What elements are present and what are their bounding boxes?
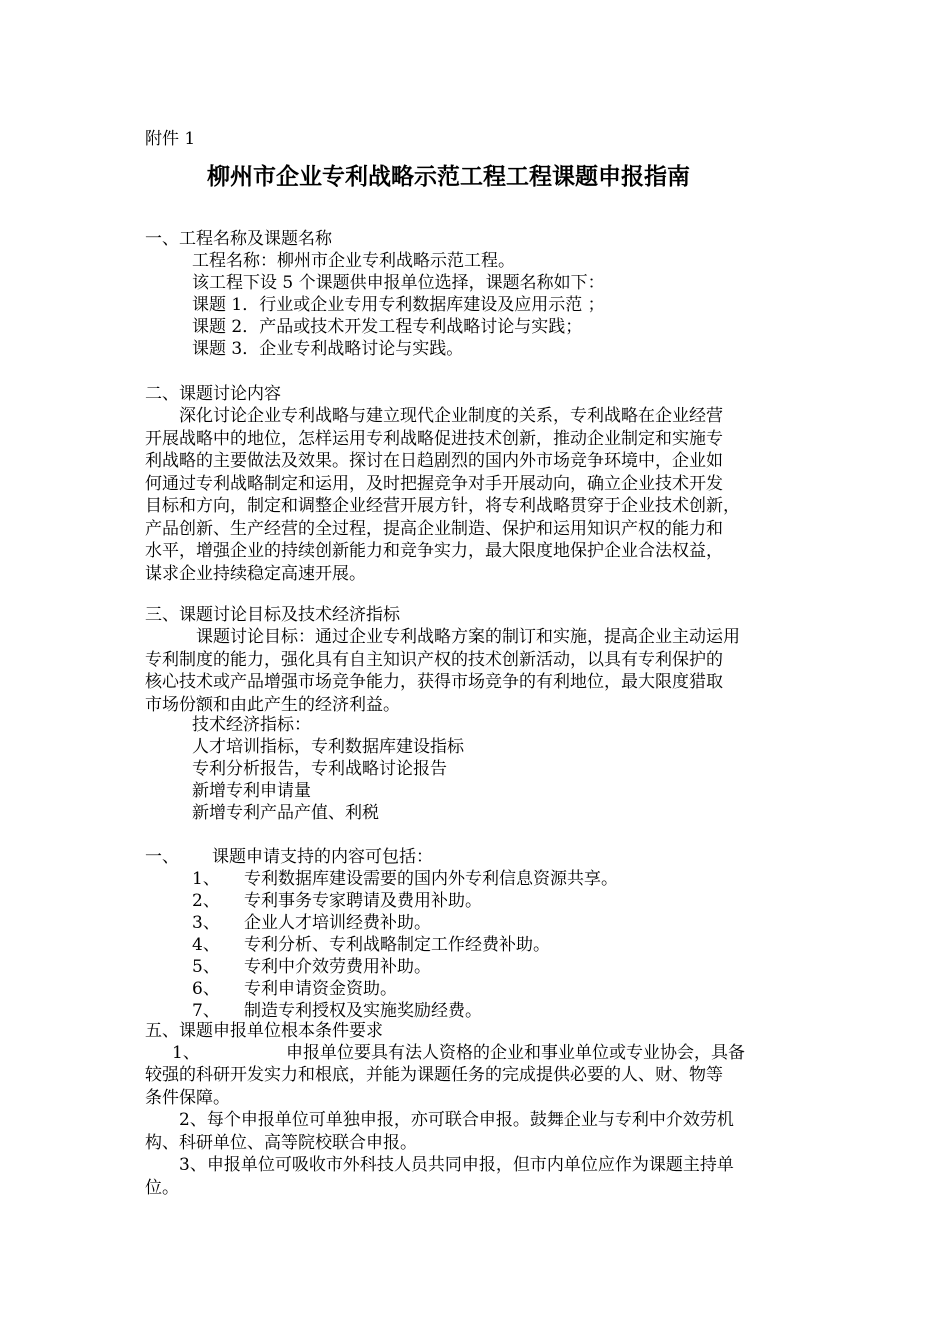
section2-heading: 二、课题讨论内容 — [145, 384, 281, 404]
paragraph-line: 谋求企业持续稳定高速开展。 — [145, 563, 366, 584]
section1-line: 课题 2．产品或技术开发工程专利战略讨论与实践； — [192, 317, 583, 337]
section5-heading: 五、课题申报单位根本条件要求 — [145, 1021, 383, 1041]
paragraph-line: 目标和方向，制定和调整企业经营开展方针，将专利战略贯穿于企业技术创新， — [145, 496, 740, 516]
section5-item1-number: 1、 — [172, 1043, 200, 1063]
paragraph-line: 专利制度的能力，强化具有自主知识产权的技术创新活动，以具有专利保护的 — [145, 649, 723, 670]
section5-item3 — [145, 1154, 825, 1199]
section1-line: 课题 3．企业专利战略讨论与实践。 — [192, 339, 464, 359]
list-number: 3、 — [192, 913, 220, 933]
list-number: 2、 — [192, 891, 220, 911]
paragraph-line: 产品创新、生产经营的全过程，提高企业制造、保护和运用知识产权的能力和 — [145, 518, 723, 539]
list-text: 专利事务专家聘请及费用补助。 — [244, 891, 482, 911]
list-number: 5、 — [192, 957, 220, 977]
paragraph-line: 利战略的主要做法及效果。探讨在日趋剧烈的国内外市场竞争环境中，企业如 — [145, 451, 723, 471]
indicator-line: 新增专利申请量 — [192, 781, 311, 801]
paragraph-line: 市场份额和由此产生的经济利益。 — [145, 694, 400, 715]
list-text: 专利申请资金资助。 — [244, 979, 397, 999]
list-number: 1、 — [192, 869, 220, 889]
section1-line: 工程名称：柳州市企业专利战略示范工程。 — [192, 251, 515, 271]
paragraph-line: 2、每个申报单位可单独申报，亦可联合申报。鼓舞企业与专利中介效劳机 — [145, 1110, 734, 1130]
paragraph-line: 条件保障。 — [145, 1087, 230, 1108]
indicator-line: 新增专利产品产值、利税 — [192, 803, 379, 823]
list-number: 4、 — [192, 935, 220, 955]
section3-paragraph — [145, 626, 825, 716]
section4-heading: 课题申请支持的内容可包括： — [212, 847, 433, 867]
section2-paragraph — [145, 405, 825, 585]
paragraph-line: 深化讨论企业专利战略与建立现代企业制度的关系，专利战略在企业经营 — [145, 406, 723, 426]
list-number: 6、 — [192, 979, 220, 999]
section5-item1-first-line: 申报单位要具有法人资格的企业和事业单位或专业协会，具备 — [286, 1043, 745, 1063]
list-text: 制造专利授权及实施奖励经费。 — [244, 1001, 482, 1021]
paragraph-line: 构、科研单位、高等院校联合申报。 — [145, 1132, 417, 1153]
page-title: 柳州市企业专利战略示范工程工程课题申报指南 — [207, 163, 690, 190]
paragraph-line: 位。 — [145, 1177, 179, 1198]
paragraph-line: 何通过专利战略制定和运用，及时把握竞争对手开展动向，确立企业技术开发 — [145, 473, 723, 494]
list-number: 7、 — [192, 1001, 220, 1021]
paragraph-line: 水平，增强企业的持续创新能力和竞争实力，最大限度地保护企业合法权益， — [145, 541, 723, 561]
list-text: 企业人才培训经费补助。 — [244, 913, 431, 933]
paragraph-line: 3、申报单位可吸收市外科技人员共同申报，但市内单位应作为课题主持单 — [145, 1155, 734, 1175]
paragraph-line: 课题讨论目标：通过企业专利战略方案的制订和实施，提高企业主动运用 — [145, 627, 740, 647]
section1-line: 课题 1．行业或企业专用专利数据库建设及应用示范 ； — [192, 295, 605, 315]
section5-item2 — [145, 1109, 825, 1154]
attachment-label: 附件 1 — [145, 129, 196, 149]
section3-heading: 三、课题讨论目标及技术经济指标 — [145, 605, 400, 625]
section1-line: 该工程下设 5 个课题供申报单位选择，课题名称如下： — [192, 273, 605, 293]
indicator-line: 人才培训指标，专利数据库建设指标 — [192, 737, 464, 757]
paragraph-line: 开展战略中的地位，怎样运用专利战略促进技术创新，推动企业制定和实施专 — [145, 428, 723, 449]
section5-item1-rest — [145, 1064, 825, 1109]
paragraph-line: 较强的科研开发实力和根底，并能为课题任务的完成提供必要的人、财、物等 — [145, 1065, 723, 1085]
indicator-line: 技术经济指标： — [192, 715, 311, 735]
list-text: 专利分析、专利战略制定工作经费补助。 — [244, 935, 550, 955]
list-text: 专利数据库建设需要的国内外专利信息资源共享。 — [244, 869, 618, 889]
section4-number: 一、 — [145, 847, 179, 867]
indicator-line: 专利分析报告，专利战略讨论报告 — [192, 759, 447, 779]
section1-heading: 一、工程名称及课题名称 — [145, 229, 332, 249]
list-text: 专利中介效劳费用补助。 — [244, 957, 431, 977]
paragraph-line: 核心技术或产品增强市场竞争能力，获得市场竞争的有利地位，最大限度猎取 — [145, 672, 723, 692]
